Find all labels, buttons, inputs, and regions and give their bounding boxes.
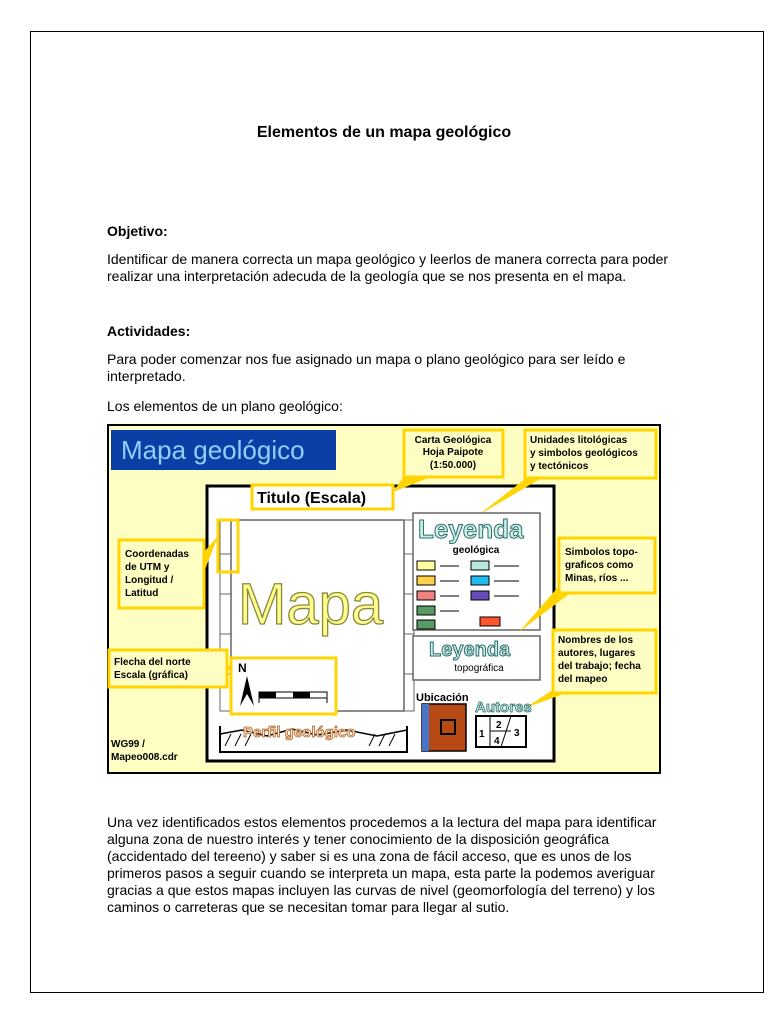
autores-num-1: 1 — [479, 729, 485, 740]
wg-line-1: WG99 / — [111, 739, 145, 750]
elementos-intro: Los elementos de un plano geológico: — [107, 398, 343, 414]
unidades-line-1: Unidades litológicas — [530, 435, 628, 446]
simbolos-line-3: Minas, ríos ... — [565, 573, 629, 584]
ubicacion-label: Ubicación — [416, 692, 469, 704]
carta-line-1: Carta Geológica — [414, 435, 492, 446]
carta-line-3: (1:50.000) — [429, 460, 477, 471]
coord-line-3: Longitud / — [125, 575, 174, 586]
flecha-callout — [109, 650, 227, 687]
coord-line-2: de UTM y — [125, 562, 170, 573]
unidades-line-3: y tectónicos — [530, 461, 589, 472]
objetivo-line-1: Identificar de manera correcta un mapa geológico y leerlos de manera correcta para poder — [107, 251, 669, 267]
closing-line-1: Una vez identificados estos elementos procedemos a la lectura del mapa para identificar — [107, 814, 657, 830]
north-label: N — [238, 661, 247, 675]
actividades-line-2: interpretado. — [107, 368, 186, 384]
autores-num-2: 2 — [496, 720, 502, 731]
autores-num-3: 3 — [514, 728, 520, 739]
titulo-label: Titulo (Escala) — [257, 490, 367, 507]
document-title: Elementos de un mapa geológico — [256, 124, 512, 141]
carta-line-2: Hoja Paipote — [422, 447, 484, 458]
flecha-line-1: Flecha del norte — [114, 657, 191, 668]
closing-paragraph — [107, 814, 672, 916]
autores-label: Autores — [475, 699, 532, 716]
simbolos-line-2: graficos como — [565, 560, 634, 571]
nombres-line-2: autores, lugares — [558, 648, 636, 659]
closing-line-4: primeros pasos a seguir cuando se interpreta un mapa, esta parte la podemos averiguar — [107, 865, 655, 881]
objetivo-heading: Objetivo: — [107, 223, 168, 239]
leyenda-geologica-title: Leyenda — [418, 514, 524, 544]
banner-title: Mapa geológico — [121, 435, 305, 465]
coord-line-1: Coordenadas — [125, 549, 189, 560]
nombres-line-3: del trabajo; fecha — [558, 661, 641, 672]
coord-line-4: Latitud — [125, 588, 159, 599]
topografica-label: topográfica — [454, 663, 504, 674]
nombres-line-4: del mapeo — [558, 674, 608, 685]
objetivo-line-2: realizar una interpretación adecuda de la geología que se nos presenta en el mapa. — [107, 268, 627, 284]
mapa-label: Mapa — [238, 572, 384, 637]
closing-line-3: (accidentado del tereeno) y saber si es una zona de fácil acceso, que es unos de los — [107, 848, 632, 864]
closing-line-6: caminos o carreteras que se necesitan tomar para llegar al sutio. — [107, 899, 510, 915]
closing-line-5: gracias a que estos mapas incluyen las curvas de nivel (geomorfología del terreno) y los — [107, 882, 655, 898]
ubicacion-sea — [422, 704, 429, 751]
actividades-heading: Actividades: — [107, 323, 191, 339]
unidades-line-2: y simbolos geológicos — [530, 448, 638, 459]
nombres-line-1: Nombres de los — [558, 635, 634, 646]
actividades-text — [107, 351, 672, 385]
flecha-line-2: Escala (gráfica) — [114, 670, 188, 681]
geologic-map-figure — [107, 424, 661, 774]
wg-line-2: Mapeo008.cdr — [111, 752, 178, 763]
perfil-label: Perfil geológico — [243, 724, 356, 741]
leyenda-topografica-title: Leyenda — [429, 639, 511, 661]
geologica-label: geológica — [452, 545, 500, 556]
autores-num-4: 4 — [494, 736, 500, 747]
simbolos-line-1: Simbolos topo- — [565, 547, 638, 558]
actividades-line-1: Para poder comenzar nos fue asignado un mapa o plano geológico para ser leído e — [107, 351, 626, 367]
closing-line-2: alguna zona de nuestro interés y tener conocimiento de la disposición geográfica — [107, 831, 609, 847]
objetivo-text — [107, 251, 672, 285]
